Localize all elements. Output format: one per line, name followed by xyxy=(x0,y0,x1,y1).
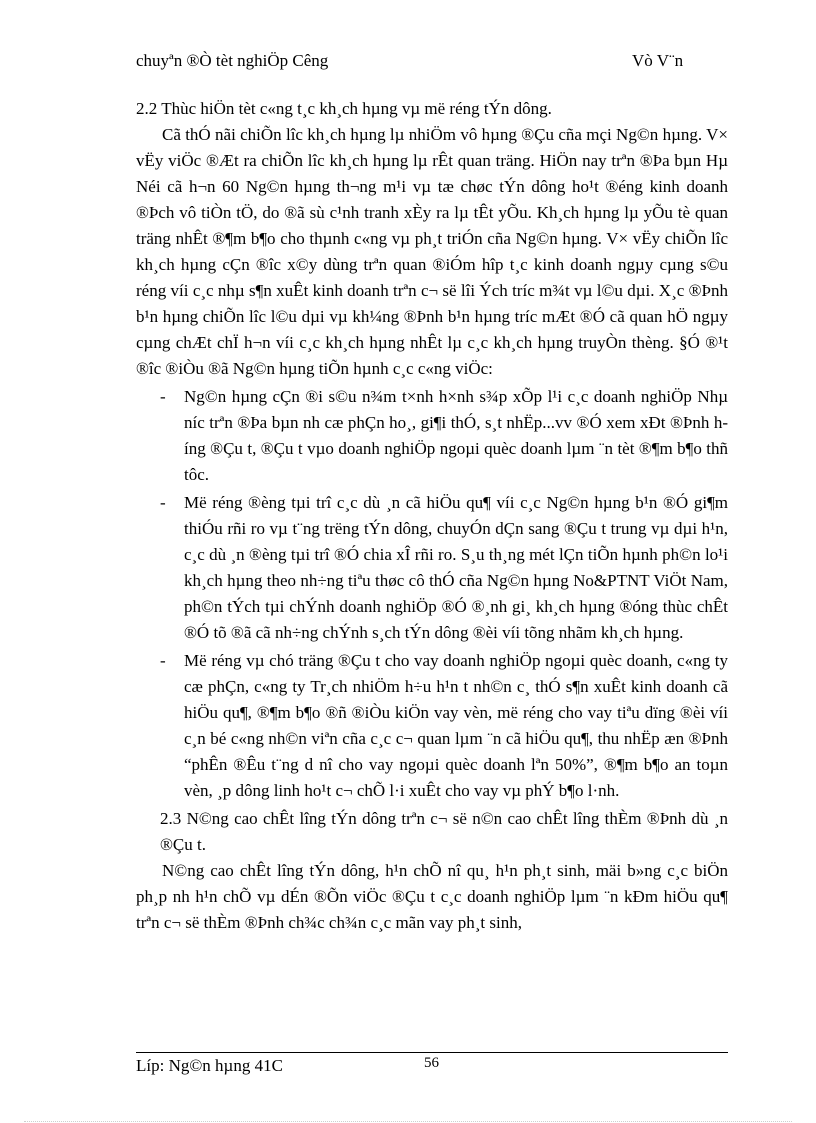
section-2-3-paragraph: N©ng cao chÊt lîng tÝn dông, h¹n chÕ nî qu¸ h¹n ph¸t sinh, mäi b»ng c¸c biÖn ph¸p nh h¹n chÕ vµ dÉn ®Õn viÖc ®Çu t c¸c doanh nghiÖp lµm ¨n kÐm hiÖu qu¶ trªn c¬ së thÈm ®Þnh ch¾c ch¾n c¸c mãn vay ph¸t sinh, xyxy=(136,861,728,932)
bullet-dash: - xyxy=(160,493,166,512)
header-left: chuyªn ®Ò tèt nghiÖp Cêng xyxy=(136,51,329,70)
section-2-3-heading: 2.3 N©ng cao chÊt lîng tÝn dông trªn c¬ së n©n cao chÊt lîng thÈm ®Þnh dù ¸n ®Çu t. xyxy=(160,809,728,854)
bullet-list xyxy=(136,384,728,804)
section-2-2-heading: 2.2 Thùc hiÖn tèt c«ng t¸c kh¸ch hµng vµ më réng tÝn dông. xyxy=(136,99,552,118)
list-item xyxy=(136,490,728,646)
section-2-2-paragraph: Cã thÓ nãi chiÕn lîc kh¸ch hµng lµ nhiÖm vô hµng ®Çu cña mçi Ng©n hµng. V× vËy viÖc ®Æt ra chiÕn lîc kh¸ch hµng lµ rÊt quan träng. HiÖn nay trªn ®Þa bµn Hµ Néi cã h¬n 60 Ng©n hµng th¬ng m¹i vµ tæ chøc tÝn dông ho¹t ®éng kinh doanh ®Þch vô tiÒn tÖ, do ®ã sù c¹nh tranh xÈy ra lµ tÊt yÕu. Kh¸ch hµng lµ yÕu tè quan träng nhÊt ®¶m b¶o cho thµnh c«ng vµ ph¸t triÓn cña Ng©n hµng. V× vËy chiÕn lîc kh¸ch hµng cÇn ®îc x©y dùng trªn quan ®iÓm hîp t¸c kinh doanh ngµy cµng s©u réng víi c¸c nhµ s¶n xuÊt kinh doanh trªn c¬ së lîi Ých tríc m¾t vµ l©u dµi. X¸c ®Þnh b¹n hµng chiÕn lîc l©u dµi vµ kh¼ng ®Þnh b¹n hµng tríc mÆt ®Ó cã quan hÖ ngµy cµng chÆt chÏ h¬n víi c¸c kh¸ch hµng nhÊt lµ c¸c kh¸ch hµng truyÒn thèng. §Ó ®¹t ®îc ®iÒu ®ã Ng©n hµng tiÕn hµnh c¸c c«ng viÖc: xyxy=(136,125,728,378)
bullet-dash: - xyxy=(160,651,166,670)
list-item xyxy=(136,384,728,488)
header-right: Vò V¨n xyxy=(632,51,684,70)
list-item-text: Ng©n hµng cÇn ®i s©u n¾m t×nh h×nh s¾p xÕp l¹i c¸c doanh nghiÖp Nhµ níc trªn ®Þa bµn nh cæ phÇn ho¸, gi¶i thÓ, s¸t nhËp...vv ®Ó xem xÐt ®Þnh híng ®Çu t, ®Çu t vµo doanh nghiÖp ngoµi quèc doanh lµm ¨n tèt ®¶m b¶o thñ tôc. xyxy=(184,387,728,484)
footer-class-label: Líp: Ng©n hµng 41C xyxy=(136,1056,283,1075)
list-item-text: Më réng ®èng tµi trî c¸c dù ¸n cã hiÖu qu¶ víi c¸c Ng©n hµng b¹n ®Ó gi¶m thiÓu rñi ro vµ t¨ng trëng tÝn dông, chuyÓn dÇn sang ®Çu t trung vµ dµi h¹n, c¸c dù ¸n ®èng tµi trî ®Ó chia xÎ rñi ro. S¸u th¸ng mét lÇn tiÕn hµnh ph©n lo¹i kh¸ch hµng theo nh÷ng tiªu thøc cô thÓ cña Ng©n hµng No&PTNT ViÖt Nam, ph©n tÝch tµi chÝnh doanh nghiÖp ®Ó ®¸nh gi¸ kh¸ch hµng ®óng thùc chÊt ®Ó tõ ®ã cã nh÷ng chÝnh s¸ch tÝn dông ®èi víi tõng nhãm kh¸ch hµng. xyxy=(184,493,728,642)
document-body xyxy=(136,96,728,936)
bullet-dash: - xyxy=(160,387,166,406)
list-item-text: Më réng vµ chó träng ®Çu t cho vay doanh nghiÖp ngoµi quèc doanh, c«ng ty cæ phÇn, c«ng ty Tr¸ch nhiÖm h÷u h¹n t nh©n c¸ thÓ s¶n xuÊt kinh doanh cã hiÖu qu¶, ®¶m b¶o ®ñ ®iÒu kiÖn vay vèn, më réng cho vay tiªu dïng ®èi víi c¸n bé c«ng nh©n viªn cña c¸c c¬ quan lµm ¨n cã hiÖu qu¶, thu nhËp æn ®Þnh “phÊn ®Êu t¨ng d nî cho vay ngoµi quèc doanh lªn 50%”, ®¶m b¶o an toµn vèn, ¸p dông linh ho¹t c¬ chÕ l·i xuÊt cho vay vµ phÝ b¶o l·nh. xyxy=(184,651,728,800)
list-item xyxy=(136,648,728,804)
page-number: 56 xyxy=(424,1055,439,1071)
page-edge-dotted-line xyxy=(24,1121,792,1122)
